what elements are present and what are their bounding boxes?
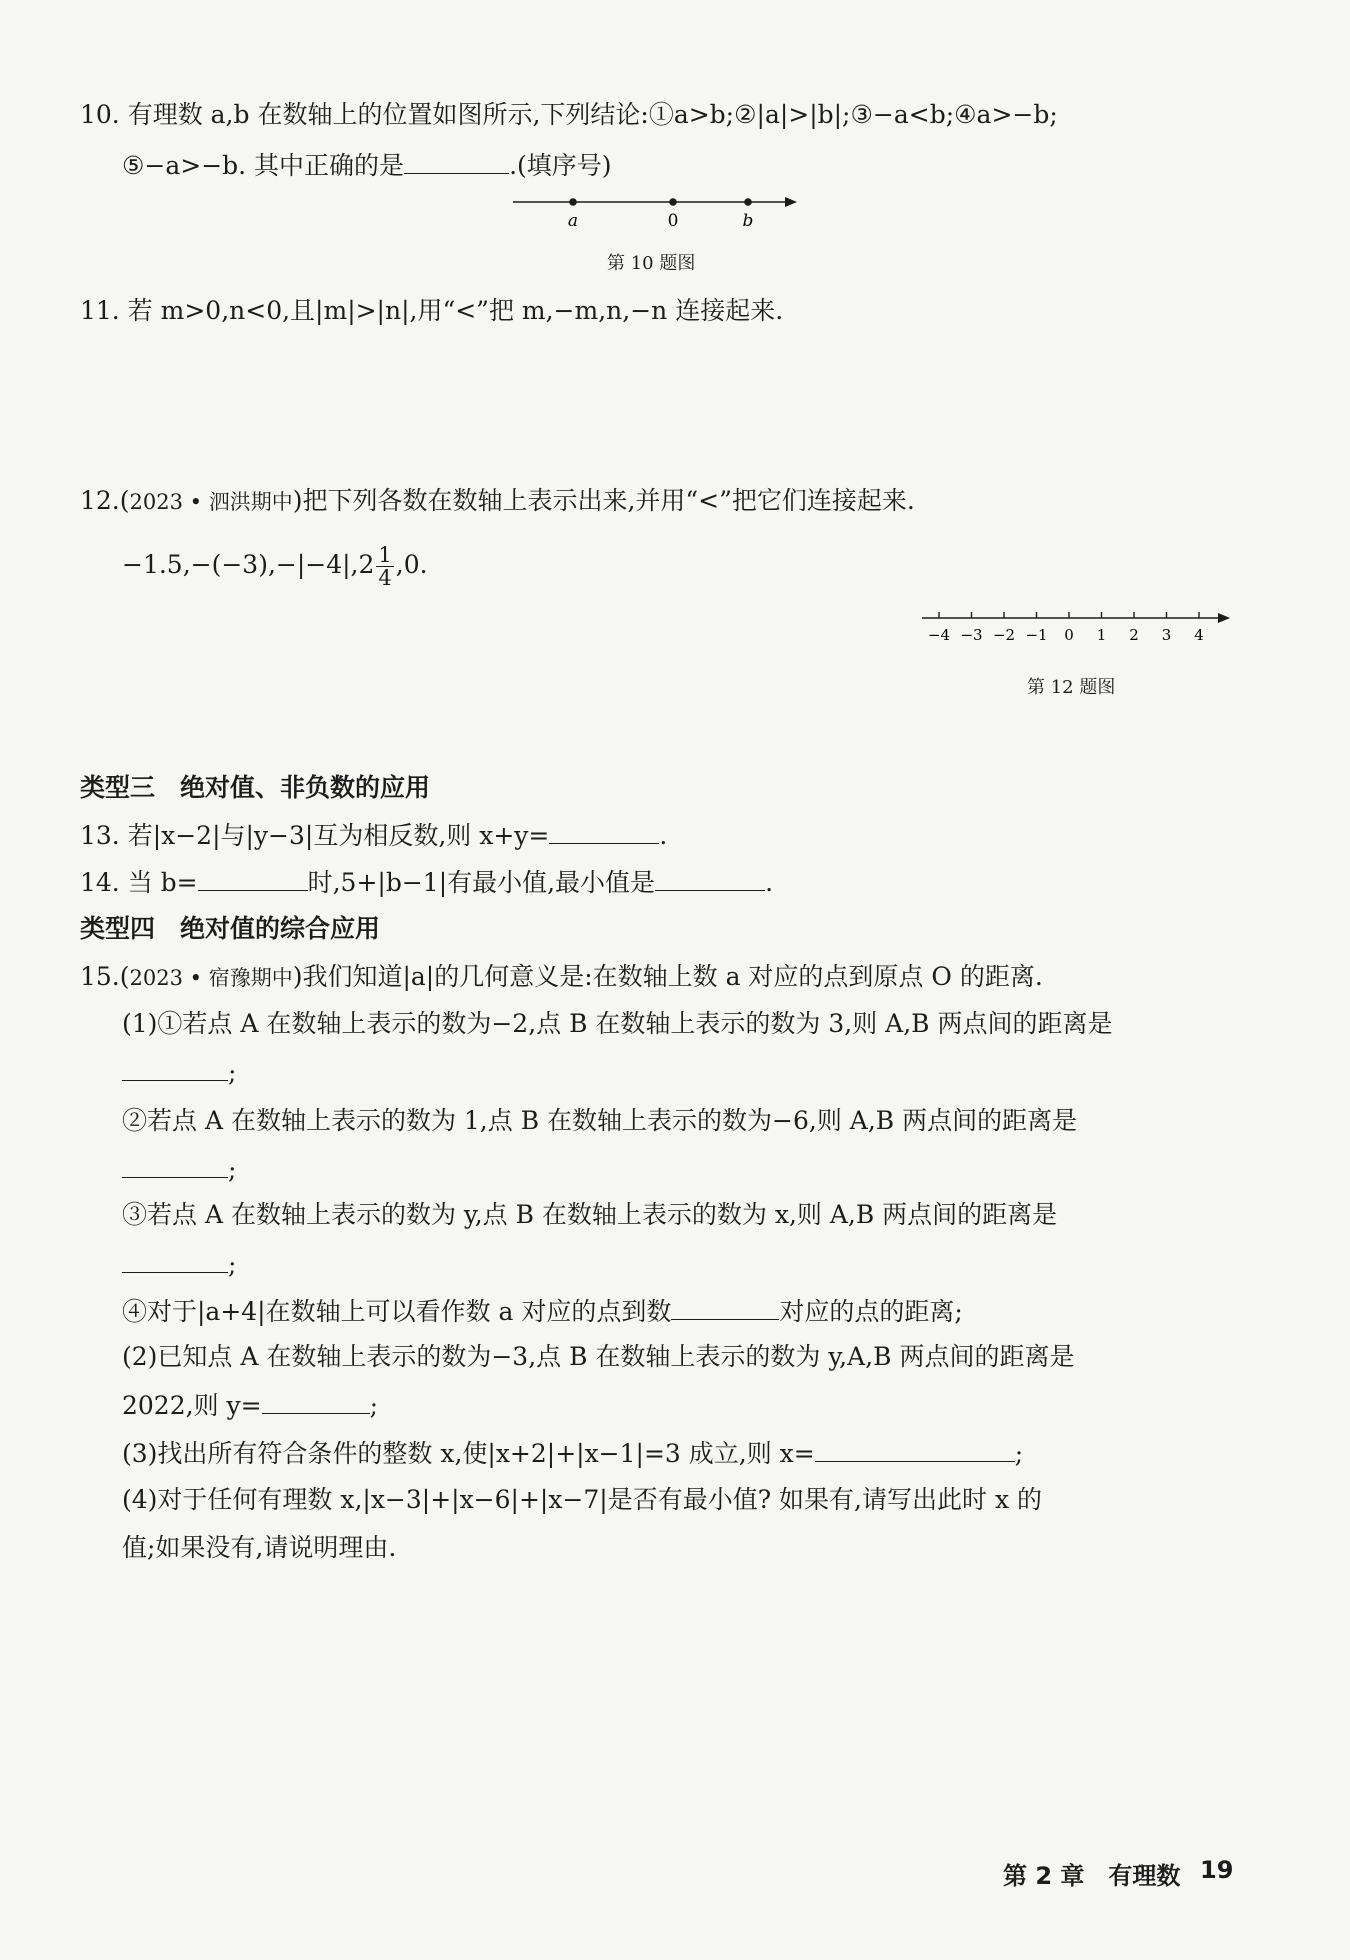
q12-tick-label: −4 [927, 626, 951, 644]
q12-tick-label: −1 [1025, 626, 1048, 644]
q15-p1a-answer [122, 1054, 236, 1090]
q10-line2-end: .(填序号) [509, 151, 612, 180]
q10-line1: 10. 有理数 a,b 在数轴上的位置如图所示,下列结论:①a>b;②|a|>|b|;③−a<b;④a>−b; [80, 100, 1058, 129]
q13-answer-blank[interactable] [549, 817, 659, 844]
q10-point-0 [669, 198, 677, 206]
q10-line2 [122, 147, 612, 183]
q12-tick-label: 2 [1129, 626, 1139, 644]
q15-question: )我们知道|a|的几何意义是:在数轴上数 a 对应的点到原点 O 的距离. [292, 962, 1043, 991]
q15-p3-blank[interactable] [815, 1435, 1015, 1462]
q11-text: 11. 若 m>0,n<0,且|m|>|n|,用“<”把 m,−m,n,−n 连接起来. [80, 296, 784, 325]
q12-line1 [80, 484, 915, 519]
q15-p1c-semicolon: ; [228, 1250, 237, 1279]
q15-p2a: (2)已知点 A 在数轴上表示的数为−3,点 B 在数轴上表示的数为 y,A,B 两点间的距离是 [122, 1342, 1075, 1371]
q15-intro [80, 960, 1043, 995]
q12-tick-label: 4 [1194, 626, 1204, 644]
q15-p1a-semicolon: ; [228, 1058, 237, 1087]
q10-label-b: b [742, 211, 754, 231]
q15-p1d-end: 对应的点的距离; [779, 1297, 963, 1326]
q15-p1c-answer [122, 1246, 236, 1282]
q12-question: )把下列各数在数轴上表示出来,并用“<”把它们连接起来. [292, 486, 915, 515]
q10-axis-arrow [785, 197, 797, 207]
q15-source: 2023 • 宿豫期中 [129, 966, 293, 990]
q15-p2b-end: ; [369, 1391, 379, 1420]
q12-tick-label: −3 [960, 626, 983, 644]
q13-text: 13. 若|x−2|与|y−3|互为相反数,则 x+y= [80, 821, 550, 850]
q14-line [80, 864, 773, 900]
q15-p3-text: (3)找出所有符合条件的整数 x,使|x+2|+|x−1|=3 成立,则 x= [122, 1439, 815, 1468]
q12-number: 12.( [80, 486, 130, 515]
page-number: 19 [1200, 1856, 1234, 1884]
q15-p3-end: ; [1014, 1439, 1024, 1468]
q12-source: 2023 • 泗洪期中 [129, 490, 293, 514]
q15-p2b [122, 1387, 378, 1423]
q15-p1c-blank[interactable] [122, 1246, 228, 1273]
q13-line [80, 817, 667, 853]
q12-numbers-end: ,0. [395, 550, 428, 579]
q13-end: . [659, 821, 668, 850]
q15-p2b-text: 2022,则 y= [122, 1391, 262, 1420]
q10-caption: 第 10 题图 [607, 253, 696, 274]
q15-p1d-text: ④对于|a+4|在数轴上可以看作数 a 对应的点到数 [122, 1297, 672, 1326]
q10-point-a [569, 198, 577, 206]
q14-text: 14. 当 b= [80, 868, 198, 897]
q15-p1b-blank[interactable] [122, 1151, 228, 1178]
q12-tick-label: 1 [1096, 626, 1107, 644]
q12-tick-label: 3 [1161, 626, 1172, 644]
q15-p1a: (1)①若点 A 在数轴上表示的数为−2,点 B 在数轴上表示的数为 3,则 A,B 两点间的距离是 [122, 1009, 1113, 1038]
q15-p1b: ②若点 A 在数轴上表示的数为 1,点 B 在数轴上表示的数为−6,则 A,B 两点间的距离是 [122, 1106, 1078, 1135]
type3-heading: 类型三 绝对值、非负数的应用 [80, 773, 431, 802]
q10-line2-text: ⑤−a>−b. 其中正确的是 [122, 151, 405, 180]
q15-number: 15.( [80, 962, 130, 991]
q12-ticks [928, 612, 1204, 644]
q15-p2-blank[interactable] [262, 1387, 370, 1414]
q15-p4a: (4)对于任何有理数 x,|x−3|+|x−6|+|x−7|是否有最小值? 如果有,请写出此时 x 的 [122, 1485, 1042, 1514]
q10-point-b [744, 198, 752, 206]
q15-p1b-semicolon: ; [228, 1155, 237, 1184]
q12-number-line [918, 608, 1238, 652]
q14-end: . [765, 868, 774, 897]
q12-tick-label: 0 [1064, 626, 1074, 644]
q14-blank-min[interactable] [655, 864, 765, 891]
q14-mid: 时,5+|b−1|有最小值,最小值是 [307, 868, 656, 897]
q12-frac-numerator: 1 [378, 543, 392, 567]
q10-label-a: a [567, 211, 579, 231]
q15-p1a-blank[interactable] [122, 1054, 228, 1081]
q15-p1b-answer [122, 1151, 236, 1187]
q15-p1d [122, 1293, 963, 1329]
q10-number-line [505, 188, 805, 232]
q15-p3 [122, 1435, 1023, 1471]
q12-tick-label: −2 [992, 626, 1016, 644]
q12-numbers [122, 544, 428, 589]
q12-caption: 第 12 题图 [1027, 677, 1116, 698]
q14-blank-b[interactable] [198, 864, 308, 891]
q15-p1c: ③若点 A 在数轴上表示的数为 y,点 B 在数轴上表示的数为 x,则 A,B 两点间的距离是 [122, 1200, 1058, 1229]
type4-heading: 类型四 绝对值的综合应用 [80, 914, 381, 943]
q10-answer-blank[interactable] [404, 147, 509, 174]
q12-numbers-text: −1.5,−(−3),−|−4|,2 [122, 550, 375, 579]
q10-label-0: 0 [667, 211, 679, 231]
q15-p4b: 值;如果没有,请说明理由. [122, 1533, 397, 1562]
q15-p1d-blank[interactable] [671, 1293, 779, 1320]
chapter-footer: 第 2 章 有理数 [1003, 1862, 1181, 1890]
q12-axis-arrow [1218, 613, 1230, 623]
q12-frac-denominator: 4 [378, 566, 392, 590]
q12-fraction [376, 544, 393, 589]
